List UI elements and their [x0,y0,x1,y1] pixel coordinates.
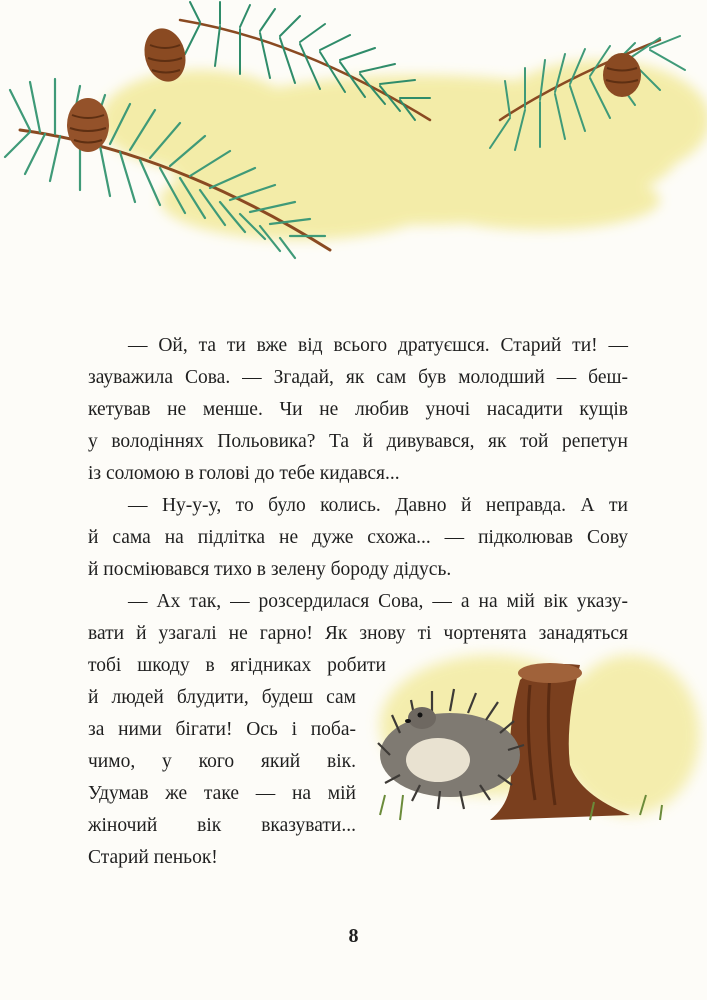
page-number: 8 [348,925,359,947]
paragraph-1 [88,330,628,490]
text-line: — Ой, та ти вже від всього дратуєшся. Старий ти! — [128,335,628,356]
text-line: чимо, у кого який вік. [88,751,356,772]
text-line: Старий пеньок! [88,847,218,868]
text-line: й посміювався тихо в зелену бороду дідусь. [88,559,452,580]
text-line: кетував не менше. Чи не любив уночі насадити кущів [88,399,628,420]
text-line: й людей блудити, будеш сам [88,687,356,708]
text-line: за ними бігати! Ось і поба- [88,719,356,740]
text-line: зауважила Сова. — Згадай, як сам був молодший — беш- [88,367,628,388]
text-line: тобі шкоду в ягідниках робити [88,655,386,676]
pine-cone [67,98,109,152]
text-line: у володіннях Польовика? Та й дивувався, як той репетун [88,431,628,452]
paragraph-2 [88,490,628,586]
text-line: Удумав же таке — на мій [88,783,356,804]
text-line: — Ах так, — розсердилася Сова, — а на мій вік указу- [128,591,628,612]
pine-branches-illustration [0,0,707,300]
text-line: й сама на підлітка не дуже схожа... — підколював Сову [88,527,628,548]
text-line: із соломою в голові до тебе кидався... [88,463,400,484]
text-line: жіночий вік вказувати... [88,815,356,836]
pine-cone [603,53,641,97]
text-line: вати й узагалі не гарно! Як знову ті чортенята занадяться [88,623,628,644]
text-line: — Ну-у-у, то було колись. Давно й неправда. А ти [128,495,628,516]
hedgehog-stump-illustration [340,615,707,845]
